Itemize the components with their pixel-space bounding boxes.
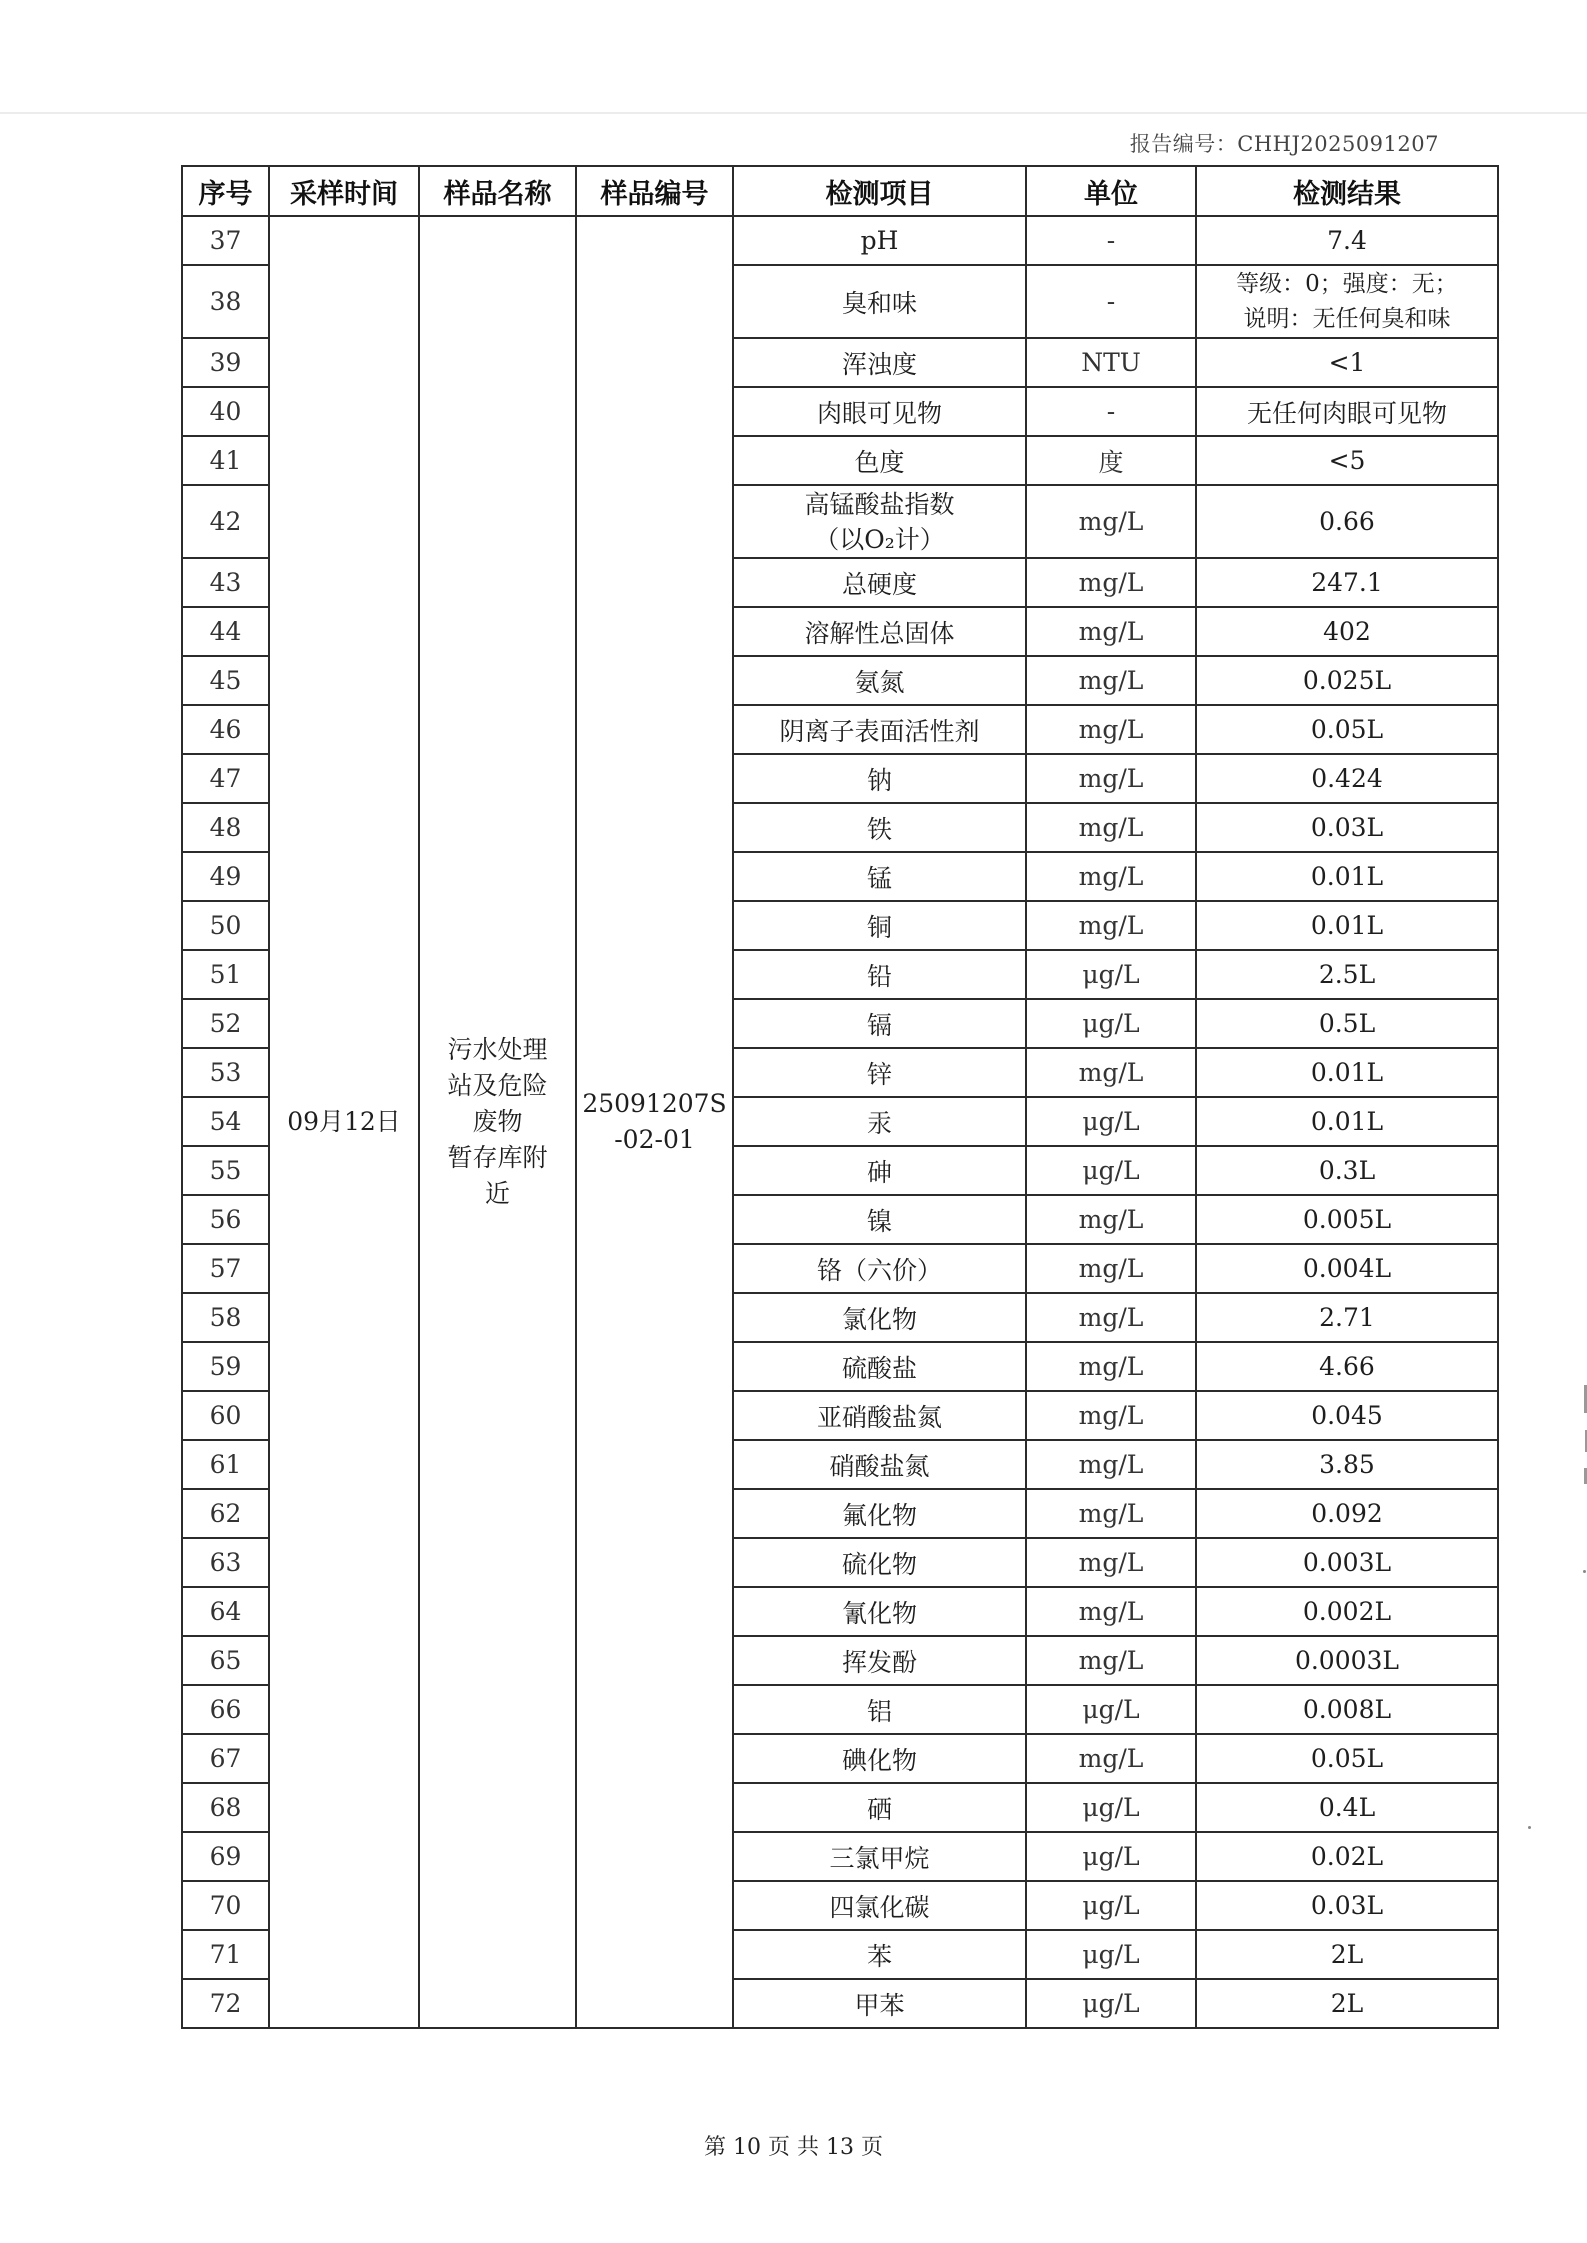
cell-line: 铬（六价） [816, 1255, 942, 1285]
cell-line: 0.424 [1311, 764, 1383, 793]
unit-cell: mg/L [1026, 1538, 1196, 1587]
cell-line: 氯化物 [841, 1304, 917, 1334]
unit-cell: mg/L [1026, 1048, 1196, 1097]
test-item-cell [733, 387, 1026, 436]
result-cell [1196, 558, 1498, 607]
cell-line: 钠 [866, 765, 892, 795]
unit-cell: 度 [1026, 436, 1196, 485]
cell-line: 0.66 [1319, 507, 1375, 536]
cell-line: 0.01L [1310, 862, 1384, 891]
cell-line: pH [860, 226, 899, 255]
cell-line: 说明：无任何臭和味 [1243, 305, 1451, 332]
col-header-result: 检测结果 [1196, 166, 1498, 216]
result-cell [1196, 485, 1498, 558]
result-cell [1196, 1342, 1498, 1391]
test-item-cell [733, 1244, 1026, 1293]
cell-line: 挥发酚 [841, 1647, 917, 1677]
unit-cell: mg/L [1026, 1734, 1196, 1783]
cell-line: 镉 [866, 1010, 892, 1040]
report-number [1130, 128, 1439, 158]
result-cell [1196, 1440, 1498, 1489]
test-item-cell [733, 1195, 1026, 1244]
cell-line: 铜 [866, 912, 892, 942]
result-cell [1196, 1146, 1498, 1195]
test-item-cell [733, 265, 1026, 338]
result-cell [1196, 1930, 1498, 1979]
row-seq: 48 [182, 803, 269, 852]
test-item-cell [733, 216, 1026, 265]
cell-line: 0.025L [1302, 666, 1392, 695]
cell-line: 0.045 [1311, 1401, 1383, 1430]
unit-cell: mg/L [1026, 656, 1196, 705]
row-seq: 59 [182, 1342, 269, 1391]
report-number-value: CHHJ2025091207 [1237, 132, 1439, 156]
row-seq: 70 [182, 1881, 269, 1930]
unit-cell: mg/L [1026, 485, 1196, 558]
sampling-time-cell: 09月12日 [269, 216, 419, 2028]
cell-line: 2.5L [1318, 960, 1376, 989]
cell-line: 碘化物 [841, 1745, 917, 1775]
scan-edge-line [0, 112, 1587, 114]
cell-line: 臭和味 [841, 288, 917, 318]
test-item-cell [733, 656, 1026, 705]
result-cell [1196, 1489, 1498, 1538]
test-results-table [181, 165, 1499, 2029]
row-seq: 53 [182, 1048, 269, 1097]
row-seq: 55 [182, 1146, 269, 1195]
cell-line: 2L [1330, 1989, 1364, 2018]
row-seq: 65 [182, 1636, 269, 1685]
result-cell [1196, 607, 1498, 656]
unit-cell: - [1026, 387, 1196, 436]
test-item-cell [733, 1440, 1026, 1489]
test-item-cell [733, 901, 1026, 950]
unit-cell: μg/L [1026, 1881, 1196, 1930]
row-seq: 67 [182, 1734, 269, 1783]
cell-line: 亚硝酸盐氮 [816, 1402, 942, 1432]
cell-line: 0.002L [1302, 1597, 1392, 1626]
row-seq: 43 [182, 558, 269, 607]
unit-cell: mg/L [1026, 1293, 1196, 1342]
row-seq: 58 [182, 1293, 269, 1342]
test-item-cell [733, 1832, 1026, 1881]
cell-line: 废物 [472, 1107, 523, 1136]
test-item-cell [733, 1097, 1026, 1146]
result-cell [1196, 901, 1498, 950]
result-cell [1196, 265, 1498, 338]
unit-cell: μg/L [1026, 1832, 1196, 1881]
test-item-cell [733, 338, 1026, 387]
row-seq: 71 [182, 1930, 269, 1979]
cell-line: 3.85 [1319, 1450, 1375, 1479]
unit-cell: mg/L [1026, 1391, 1196, 1440]
cell-line: 暂存库附 [447, 1143, 548, 1172]
row-seq: 52 [182, 999, 269, 1048]
row-seq: 39 [182, 338, 269, 387]
unit-cell: - [1026, 265, 1196, 338]
unit-cell: mg/L [1026, 1244, 1196, 1293]
test-item-cell [733, 803, 1026, 852]
col-header-test-item: 检测项目 [733, 166, 1026, 216]
col-header-sample-id: 样品编号 [576, 166, 733, 216]
test-item-cell [733, 1538, 1026, 1587]
cell-line: 苯 [866, 1941, 892, 1971]
scan-speck [1583, 1570, 1586, 1573]
cell-line: 0.05L [1310, 1744, 1384, 1773]
unit-cell: mg/L [1026, 803, 1196, 852]
test-item-cell [733, 1489, 1026, 1538]
row-seq: 51 [182, 950, 269, 999]
test-item-cell [733, 1587, 1026, 1636]
cell-line: 0.008L [1302, 1695, 1392, 1724]
row-seq: 60 [182, 1391, 269, 1440]
result-cell [1196, 852, 1498, 901]
test-item-cell [733, 1930, 1026, 1979]
row-seq: 68 [182, 1783, 269, 1832]
cell-line: 高锰酸盐指数 [804, 489, 955, 519]
scan-speck [1528, 1826, 1531, 1829]
row-seq: 69 [182, 1832, 269, 1881]
unit-cell: μg/L [1026, 999, 1196, 1048]
result-cell [1196, 1097, 1498, 1146]
unit-cell: mg/L [1026, 1636, 1196, 1685]
test-item-cell [733, 1685, 1026, 1734]
cell-line: 247.1 [1311, 568, 1383, 597]
unit-cell: mg/L [1026, 1489, 1196, 1538]
result-cell [1196, 1832, 1498, 1881]
cell-line: 402 [1323, 617, 1371, 646]
row-seq: 54 [182, 1097, 269, 1146]
cell-line: 7.4 [1327, 226, 1367, 255]
result-cell [1196, 387, 1498, 436]
test-item-cell [733, 1391, 1026, 1440]
test-item-cell [733, 1979, 1026, 2028]
cell-line: 砷 [866, 1157, 892, 1187]
col-header-sample-name: 样品名称 [419, 166, 576, 216]
cell-line: 肉眼可见物 [816, 398, 942, 428]
sample-id-cell [576, 216, 733, 2028]
result-cell [1196, 1979, 1498, 2028]
result-cell [1196, 1881, 1498, 1930]
result-cell [1196, 803, 1498, 852]
result-cell [1196, 436, 1498, 485]
result-cell [1196, 999, 1498, 1048]
cell-line: 锌 [866, 1059, 892, 1089]
cell-line: 0.01L [1310, 911, 1384, 940]
test-item-cell [733, 1783, 1026, 1832]
unit-cell: μg/L [1026, 950, 1196, 999]
cell-line: 硫化物 [841, 1549, 917, 1579]
table-header-row [182, 166, 1498, 216]
unit-cell: - [1026, 216, 1196, 265]
unit-cell: mg/L [1026, 1195, 1196, 1244]
cell-line: 0.01L [1310, 1058, 1384, 1087]
row-seq: 44 [182, 607, 269, 656]
unit-cell: μg/L [1026, 1979, 1196, 2028]
result-cell [1196, 950, 1498, 999]
row-seq: 37 [182, 216, 269, 265]
col-header-unit: 单位 [1026, 166, 1196, 216]
col-header-sampling-time: 采样时间 [269, 166, 419, 216]
result-cell [1196, 1734, 1498, 1783]
cell-line: 0.3L [1318, 1156, 1376, 1185]
cell-line: 0.003L [1302, 1548, 1392, 1577]
cell-line: 等级：0；强度：无； [1236, 270, 1458, 297]
cell-line: 0.03L [1310, 813, 1384, 842]
cell-line: 无任何肉眼可见物 [1246, 398, 1447, 428]
unit-cell: μg/L [1026, 1685, 1196, 1734]
table-body [182, 216, 1498, 2028]
row-seq: 45 [182, 656, 269, 705]
cell-line: 浑浊度 [841, 349, 917, 379]
unit-cell: μg/L [1026, 1146, 1196, 1195]
row-seq: 64 [182, 1587, 269, 1636]
cell-line: 0.05L [1310, 715, 1384, 744]
row-seq: 61 [182, 1440, 269, 1489]
test-item-cell [733, 1636, 1026, 1685]
test-item-cell [733, 1734, 1026, 1783]
row-seq: 49 [182, 852, 269, 901]
cell-line: 0.004L [1302, 1254, 1392, 1283]
cell-line: -02-01 [614, 1125, 695, 1154]
cell-line: 总硬度 [841, 569, 917, 599]
report-number-label: 报告编号： [1129, 132, 1238, 156]
cell-line: 0.02L [1310, 1842, 1384, 1871]
test-item-cell [733, 1146, 1026, 1195]
page-footer: 第 10 页 共 13 页 [704, 2135, 883, 2160]
result-cell [1196, 1587, 1498, 1636]
test-item-cell [733, 485, 1026, 558]
cell-line: 氰化物 [841, 1598, 917, 1628]
cell-line: 0.005L [1302, 1205, 1392, 1234]
result-cell [1196, 754, 1498, 803]
cell-line: 色度 [854, 447, 905, 477]
row-seq: 72 [182, 1979, 269, 2028]
row-seq: 41 [182, 436, 269, 485]
row-seq: 57 [182, 1244, 269, 1293]
cell-line: 甲苯 [854, 1990, 905, 2020]
cell-line: 溶解性总固体 [804, 618, 955, 648]
test-item-cell [733, 705, 1026, 754]
row-seq: 46 [182, 705, 269, 754]
unit-cell: mg/L [1026, 705, 1196, 754]
cell-line: 硫酸盐 [841, 1353, 917, 1383]
row-seq: 38 [182, 265, 269, 338]
result-cell [1196, 656, 1498, 705]
cell-line: <5 [1328, 446, 1366, 475]
cell-line: 硝酸盐氮 [829, 1451, 930, 1481]
result-cell [1196, 1293, 1498, 1342]
test-item-cell [733, 754, 1026, 803]
test-item-cell [733, 558, 1026, 607]
table-row [182, 216, 1498, 265]
test-item-cell [733, 999, 1026, 1048]
cell-line: 锰 [866, 863, 892, 893]
row-seq: 40 [182, 387, 269, 436]
cell-line: 0.03L [1310, 1891, 1384, 1920]
cell-line: （以O₂计） [814, 524, 945, 554]
cell-line: 近 [484, 1179, 510, 1208]
result-cell [1196, 1685, 1498, 1734]
unit-cell: mg/L [1026, 607, 1196, 656]
cell-line: 铅 [866, 961, 892, 991]
test-item-cell [733, 1342, 1026, 1391]
unit-cell: mg/L [1026, 1440, 1196, 1489]
cell-line: 阴离子表面活性剂 [779, 716, 980, 746]
unit-cell: mg/L [1026, 901, 1196, 950]
result-cell [1196, 338, 1498, 387]
unit-cell: μg/L [1026, 1097, 1196, 1146]
col-header-seq: 序号 [182, 166, 269, 216]
cell-line: 4.66 [1319, 1352, 1375, 1381]
cell-line: 2L [1330, 1940, 1364, 1969]
cell-line: 0.01L [1310, 1107, 1384, 1136]
cell-line: 0.4L [1318, 1793, 1376, 1822]
result-cell [1196, 1391, 1498, 1440]
row-seq: 56 [182, 1195, 269, 1244]
cell-line: 三氯甲烷 [829, 1843, 930, 1873]
unit-cell: mg/L [1026, 558, 1196, 607]
cell-line: 污水处理 [447, 1035, 548, 1064]
unit-cell: μg/L [1026, 1783, 1196, 1832]
unit-cell: mg/L [1026, 754, 1196, 803]
row-seq: 66 [182, 1685, 269, 1734]
test-item-cell [733, 1881, 1026, 1930]
result-cell [1196, 1538, 1498, 1587]
sample-name-cell [419, 216, 576, 2028]
test-item-cell [733, 1293, 1026, 1342]
test-item-cell [733, 950, 1026, 999]
cell-line: 氨氮 [854, 667, 905, 697]
result-cell [1196, 1636, 1498, 1685]
cell-line: 2.71 [1319, 1303, 1375, 1332]
row-seq: 63 [182, 1538, 269, 1587]
result-cell [1196, 1048, 1498, 1097]
test-item-cell [733, 1048, 1026, 1097]
cell-line: 0.5L [1318, 1009, 1376, 1038]
result-cell [1196, 216, 1498, 265]
unit-cell: mg/L [1026, 852, 1196, 901]
test-item-cell [733, 852, 1026, 901]
test-item-cell [733, 436, 1026, 485]
unit-cell: μg/L [1026, 1930, 1196, 1979]
row-seq: 62 [182, 1489, 269, 1538]
cell-line: <1 [1328, 348, 1366, 377]
cell-line: 汞 [866, 1108, 892, 1138]
cell-line: 镍 [866, 1206, 892, 1236]
result-cell [1196, 1783, 1498, 1832]
result-cell [1196, 1195, 1498, 1244]
row-seq: 42 [182, 485, 269, 558]
cell-line: 硒 [866, 1794, 892, 1824]
cell-line: 铝 [866, 1696, 892, 1726]
row-seq: 50 [182, 901, 269, 950]
test-item-cell [733, 607, 1026, 656]
unit-cell: NTU [1026, 338, 1196, 387]
cell-line: 氟化物 [841, 1500, 917, 1530]
cell-line: 25091207S [582, 1089, 727, 1118]
cell-line: 0.092 [1311, 1499, 1383, 1528]
unit-cell: mg/L [1026, 1587, 1196, 1636]
cell-line: 0.0003L [1294, 1646, 1400, 1675]
result-cell [1196, 705, 1498, 754]
unit-cell: mg/L [1026, 1342, 1196, 1391]
cell-line: 四氯化碳 [829, 1892, 930, 1922]
result-cell [1196, 1244, 1498, 1293]
row-seq: 47 [182, 754, 269, 803]
cell-line: 站及危险 [447, 1071, 548, 1100]
cell-line: 铁 [866, 814, 892, 844]
